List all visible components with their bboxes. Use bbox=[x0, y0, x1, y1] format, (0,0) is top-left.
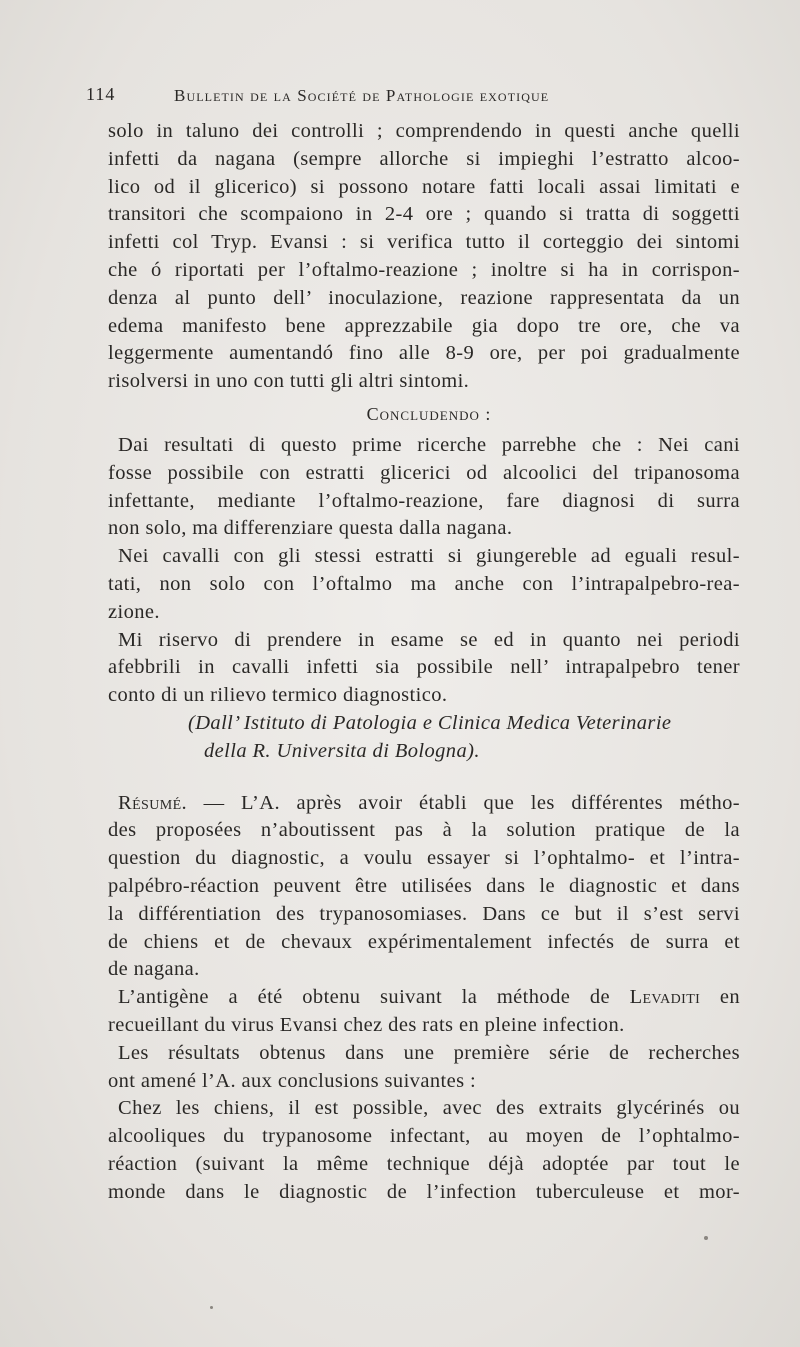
text-line bbox=[108, 790, 740, 818]
text-line: Mi riservo di prendere in esame se ed in quanto nei periodi bbox=[118, 628, 740, 651]
text-span: en bbox=[700, 986, 740, 1009]
text-line: leggermente aumentandó fino alle 8-9 ore, per poi gradualmente bbox=[108, 342, 740, 365]
text-line: Chez les chiens, il est possible, avec des extraits glycérinés ou bbox=[118, 1097, 740, 1120]
paragraph bbox=[108, 627, 740, 710]
paper-speck bbox=[704, 1236, 708, 1240]
text-line: réaction (suivant la même technique déjà adoptée par tout le bbox=[108, 1152, 740, 1175]
paragraph bbox=[108, 1095, 740, 1206]
citation-line: (Dall’ Istituto di Patologia e Clinica Medica Veterinarie bbox=[188, 711, 672, 734]
text-line: alcooliques du trypanosome infectant, au moyen de l’ophtalmo- bbox=[108, 1125, 740, 1148]
text-line: denza al punto dell’ inoculazione, reazione rappresentata da un bbox=[108, 286, 740, 309]
text-line: Nei cavalli con gli stessi estratti si giungereble ad eguali resul- bbox=[118, 545, 740, 568]
text-line: infetti da nagana (sempre allorche si impieghi l’estratto alcoo- bbox=[108, 147, 740, 170]
text-line: de chiens et de chevaux expérimentalement infectés de surra et bbox=[108, 930, 740, 953]
page-header bbox=[86, 84, 646, 112]
text-line: solo in taluno dei controlli ; comprendendo in questi anche quelli bbox=[108, 120, 740, 142]
text-line: risolversi in uno con tutti gli altri sintomi. bbox=[108, 370, 470, 393]
section-heading: Concludendo : bbox=[366, 403, 492, 424]
text-line: Dai resultati di questo prime ricerche parrebhe che : Nei cani bbox=[118, 433, 740, 456]
spacer bbox=[118, 766, 740, 790]
paragraph bbox=[108, 1040, 740, 1096]
text-line: edema manifesto bene apprezzabile gia dopo tre ore, che va bbox=[108, 314, 740, 337]
text-line bbox=[108, 984, 740, 1012]
resume-text: — L’A. après avoir établi que les différentes métho- bbox=[187, 791, 740, 814]
text-line: conto di un rilievo termico diagnostico. bbox=[108, 684, 448, 707]
text-line: tati, non solo con l’oftalmo ma anche con l’intrapalpebro-rea- bbox=[108, 572, 740, 595]
text-span: L’antigène a été obtenu suivant la méthode de bbox=[118, 986, 630, 1009]
paragraph bbox=[108, 543, 740, 626]
text-line: de nagana. bbox=[108, 958, 200, 981]
citation bbox=[118, 710, 740, 766]
text-line: palpébro-réaction peuvent être utilisées dans le diagnostic et dans bbox=[108, 874, 740, 897]
text-line: des proposées n’aboutissent pas à la solution pratique de la bbox=[108, 819, 740, 842]
paragraph bbox=[108, 432, 740, 543]
paper-speck bbox=[210, 1306, 213, 1309]
text-line: recueillant du virus Evansi chez des rats en pleine infection. bbox=[108, 1013, 625, 1036]
text-line: question du diagnostic, a voulu essayer si l’ophtalmo- et l’intra- bbox=[108, 847, 740, 870]
paragraph bbox=[108, 984, 740, 1040]
text-line: Les résultats obtenus dans une première série de recherches bbox=[118, 1041, 740, 1064]
text-line: ont amené l’A. aux conclusions suivantes : bbox=[108, 1069, 477, 1092]
text-line: monde dans le diagnostic de l’infection tuberculeuse et mor- bbox=[108, 1180, 740, 1203]
text-line: zione. bbox=[108, 600, 160, 623]
resume-label: Résumé. bbox=[118, 791, 188, 814]
text-line: infetti col Tryp. Evansi : si verifica tutto il corteggio dei sintomi bbox=[108, 231, 740, 254]
text-line: transitori che scompaiono in 2-4 ore ; quando si tratta di soggetti bbox=[108, 203, 740, 226]
text-line: che ó riportati per l’oftalmo-reazione ; inoltre si ha in corrispon- bbox=[108, 258, 740, 281]
author-name: Levaditi bbox=[629, 986, 701, 1009]
body-text bbox=[108, 118, 740, 1206]
text-line: fosse possibile con estratti glicerici od alcoolici del tripanosoma bbox=[108, 461, 740, 484]
paragraph bbox=[108, 118, 740, 396]
text-line: la différentiation des trypanosomiases. Dans ce but il s’est servi bbox=[108, 902, 740, 925]
running-head: Bulletin de la Société de Pathologie exotique bbox=[174, 86, 550, 105]
page-number: 114 bbox=[86, 84, 116, 104]
text-line: afebbrili in cavalli infetti sia possibile nell’ intrapalpebro tener bbox=[108, 656, 740, 679]
text-line: infettante, mediante l’oftalmo-reazione, fare diagnosi di surra bbox=[108, 489, 740, 512]
citation-line: della R. Universita di Bologna). bbox=[204, 739, 480, 762]
text-line: lico od il glicerico) si possono notare fatti locali assai limitati e bbox=[108, 175, 740, 198]
resume-paragraph bbox=[108, 790, 740, 985]
text-line: non solo, ma differenziare questa dalla nagana. bbox=[108, 517, 513, 540]
